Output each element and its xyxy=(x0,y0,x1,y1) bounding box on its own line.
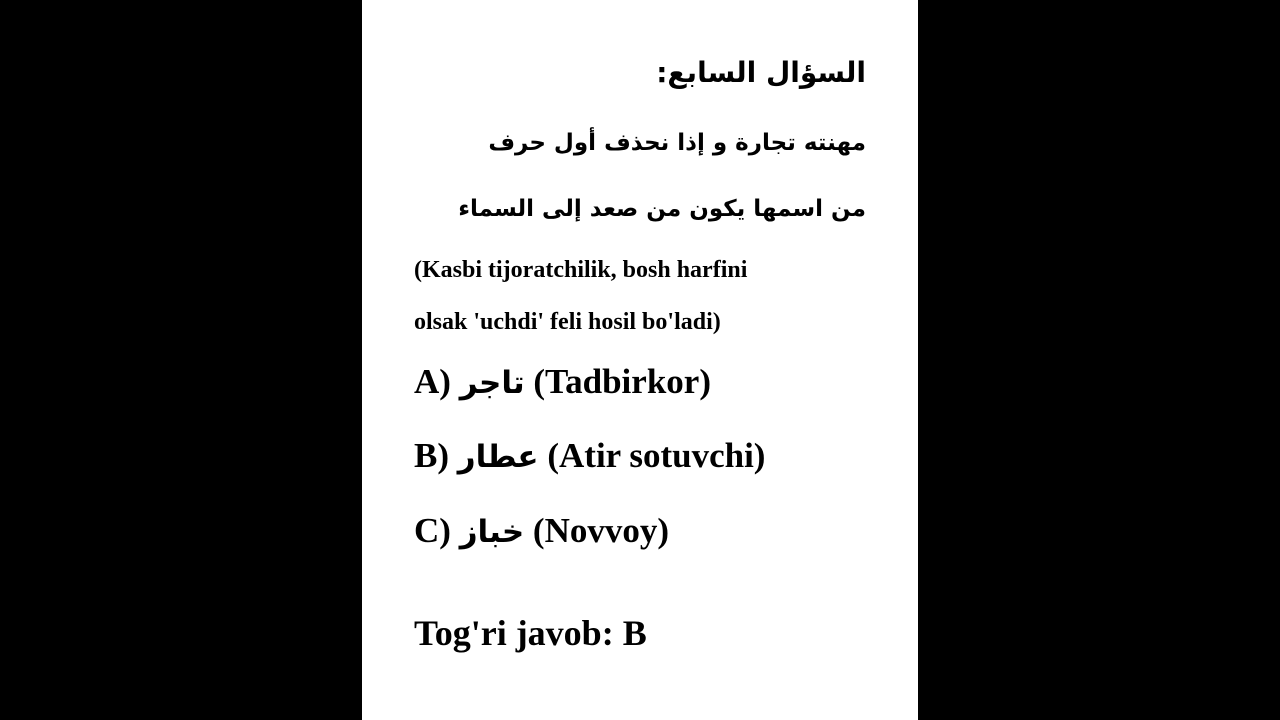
option-a-meaning: (Tadbirkor) xyxy=(533,362,711,401)
option-b-arabic: عطار xyxy=(457,439,539,475)
question-line-2: من اسمها يكون من صعد إلى السماء xyxy=(458,196,866,222)
question-line-1: مهنته تجارة و إذا نحذف أول حرف xyxy=(488,130,866,156)
option-c-meaning: (Novvoy) xyxy=(532,511,670,550)
option-b xyxy=(414,436,765,476)
translation-line-2: olsak 'uchdi' feli hosil bo'ladi) xyxy=(414,309,721,335)
option-c-arabic: خباز xyxy=(459,514,525,550)
option-a-letter: A) xyxy=(414,362,451,401)
option-c-letter: C) xyxy=(414,511,451,550)
document-page xyxy=(362,0,918,720)
translation-line-1: (Kasbi tijoratchilik, bosh harfini xyxy=(414,257,748,283)
option-a-arabic: تاجر xyxy=(459,365,525,401)
option-b-meaning: (Atir sotuvchi) xyxy=(547,436,766,475)
option-a xyxy=(414,362,711,402)
option-b-letter: B) xyxy=(414,436,449,475)
option-c xyxy=(414,511,669,551)
question-title: السؤال السابع: xyxy=(656,56,866,89)
correct-answer: Tog'ri javob: B xyxy=(414,613,647,653)
